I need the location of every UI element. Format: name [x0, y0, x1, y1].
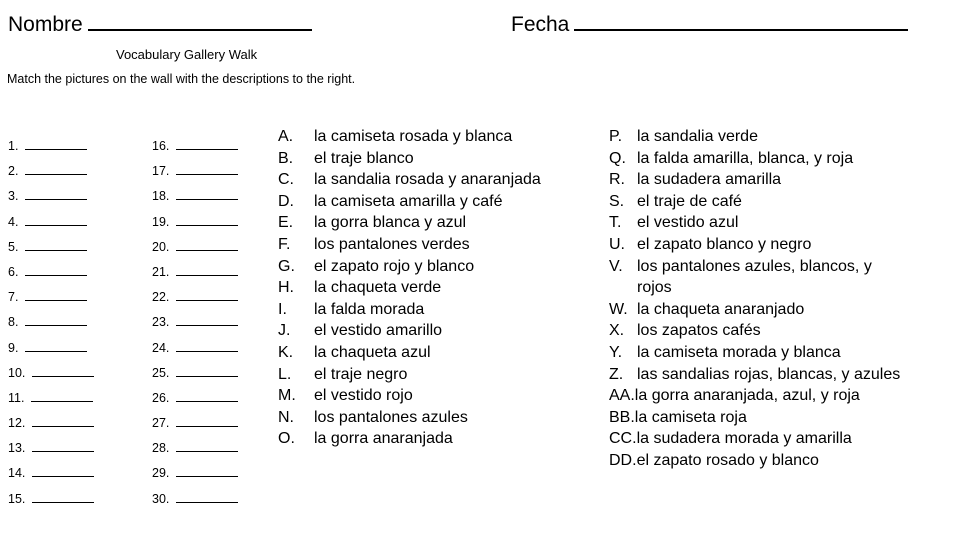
description-text: los pantalones azules — [314, 408, 468, 426]
description-text: la gorra anaranjada — [314, 430, 453, 448]
answer-number: 4. — [8, 214, 19, 229]
answer-number: 30. — [152, 491, 170, 506]
description-text: la falda morada — [314, 300, 425, 318]
answer-row — [8, 491, 94, 516]
description-text: la camiseta rosada y blanca — [314, 128, 513, 145]
answer-number: 22. — [152, 290, 170, 305]
description-item — [609, 212, 900, 234]
answer-row — [152, 163, 238, 188]
answer-blank[interactable] — [176, 163, 238, 175]
description-item — [609, 191, 900, 213]
description-text: la sandalia verde — [637, 128, 758, 145]
description-text: el traje blanco — [314, 149, 414, 167]
answer-number: 16. — [152, 139, 170, 153]
answer-number: 1. — [8, 139, 19, 153]
description-letter: Y. — [609, 343, 623, 361]
description-letter: K. — [278, 343, 294, 361]
answer-blank[interactable] — [176, 239, 238, 251]
nombre-field — [8, 9, 312, 37]
description-letter: DD. — [609, 451, 637, 469]
description-item — [278, 212, 541, 234]
description-letter: AA. — [609, 387, 635, 405]
answer-blank[interactable] — [32, 465, 94, 477]
nombre-blank[interactable] — [88, 9, 312, 31]
answer-row — [8, 340, 94, 365]
answer-blank[interactable] — [25, 138, 87, 150]
answer-row — [152, 214, 238, 239]
description-letter: C. — [278, 171, 294, 189]
answer-row — [8, 365, 94, 390]
description-item — [609, 364, 900, 386]
answer-row — [152, 239, 238, 264]
answer-row — [8, 214, 94, 239]
answer-row — [8, 188, 94, 213]
answer-number: 25. — [152, 365, 170, 380]
description-text: el vestido amarillo — [314, 322, 443, 340]
worksheet-title: Vocabulary Gallery Walk — [116, 47, 258, 62]
answer-number: 26. — [152, 390, 170, 405]
answer-blank[interactable] — [176, 440, 238, 452]
answer-blank[interactable] — [176, 264, 238, 276]
description-item — [278, 191, 541, 213]
fecha-field — [511, 9, 908, 37]
answer-row — [152, 188, 238, 213]
description-text: el zapato rosado y blanco — [636, 451, 819, 469]
description-text: la sudadera amarilla — [637, 171, 782, 189]
answer-number: 6. — [8, 264, 19, 279]
description-text: el zapato blanco y negro — [637, 235, 812, 253]
answer-blank[interactable] — [176, 365, 238, 377]
description-letter: N. — [278, 408, 294, 426]
description-letter: M. — [278, 387, 296, 405]
answer-number: 7. — [8, 290, 19, 305]
answer-row — [8, 440, 94, 465]
description-text: la chaqueta verde — [314, 279, 442, 297]
answer-number: 27. — [152, 416, 170, 431]
answer-blank[interactable] — [176, 491, 238, 503]
description-text: la gorra anaranjada, azul, y roja — [634, 387, 860, 405]
answer-blank[interactable] — [32, 365, 94, 377]
answer-row — [152, 415, 238, 440]
answer-number: 14. — [8, 466, 26, 481]
answer-number: 13. — [8, 441, 26, 456]
description-item — [609, 428, 900, 450]
description-letter: W. — [609, 300, 628, 318]
description-text: la camiseta morada y blanca — [637, 343, 841, 361]
answer-row — [8, 415, 94, 440]
answer-number: 3. — [8, 189, 19, 204]
description-letter: O. — [278, 430, 295, 448]
description-item — [278, 385, 541, 407]
description-letter: D. — [278, 192, 294, 210]
description-item — [278, 234, 541, 256]
description-text: la camiseta amarilla y café — [314, 192, 503, 210]
description-text: la sudadera morada y amarilla — [636, 430, 852, 448]
description-item — [609, 450, 900, 472]
description-letter: E. — [278, 214, 294, 232]
description-item — [609, 234, 900, 256]
answer-blank[interactable] — [176, 214, 238, 226]
answer-row — [8, 239, 94, 264]
answer-row — [152, 264, 238, 289]
answer-number: 11. — [8, 390, 25, 405]
description-letter: Q. — [609, 149, 626, 167]
description-item — [609, 385, 900, 407]
description-letter: G. — [278, 257, 295, 275]
description-text: la sandalia rosada y anaranjada — [314, 171, 541, 189]
answer-number: 23. — [152, 315, 170, 330]
description-letter: J. — [278, 322, 291, 340]
answer-blank[interactable] — [176, 188, 238, 200]
answer-blank[interactable] — [25, 239, 87, 251]
description-text: el vestido azul — [637, 214, 739, 232]
answer-blank[interactable] — [176, 390, 238, 402]
description-letter: BB. — [609, 408, 635, 426]
answer-blank[interactable] — [32, 440, 94, 452]
answer-number: 8. — [8, 315, 19, 330]
description-letter: X. — [609, 322, 625, 340]
answer-blank[interactable] — [176, 465, 238, 477]
answer-blank[interactable] — [176, 415, 238, 427]
description-text: las sandalias rojas, blancas, y azules — [637, 365, 901, 383]
description-list-2 — [609, 126, 900, 472]
answer-number: 18. — [152, 189, 170, 204]
description-item — [278, 148, 541, 170]
answer-row — [152, 390, 238, 415]
description-letter: P. — [609, 128, 623, 145]
answer-row — [152, 289, 238, 314]
description-list-1 — [278, 126, 541, 450]
description-letter: T. — [609, 214, 622, 232]
description-letter: L. — [278, 365, 292, 383]
description-item — [609, 342, 900, 364]
description-letter: R. — [609, 171, 625, 189]
description-text: el traje de café — [637, 192, 742, 210]
description-letter: CC. — [609, 430, 637, 448]
answer-blank[interactable] — [25, 163, 87, 175]
answer-row — [152, 440, 238, 465]
answer-row — [152, 340, 238, 365]
description-item — [278, 342, 541, 364]
answer-column-2 — [152, 138, 238, 516]
answer-number: 17. — [152, 164, 170, 179]
answer-number: 12. — [8, 416, 26, 431]
answer-number: 2. — [8, 164, 19, 179]
description-text: la chaqueta anaranjado — [637, 300, 805, 318]
answer-row — [8, 163, 94, 188]
description-letter: V. — [609, 257, 623, 275]
description-item — [278, 256, 541, 278]
fecha-blank[interactable] — [574, 9, 908, 31]
answer-row — [152, 491, 238, 516]
answer-number: 24. — [152, 340, 170, 355]
answer-blank[interactable] — [31, 390, 93, 402]
description-item — [278, 126, 541, 148]
answer-row — [8, 390, 94, 415]
description-item — [278, 277, 541, 299]
description-letter: S. — [609, 192, 625, 210]
description-letter: F. — [278, 235, 291, 253]
description-item — [609, 299, 900, 321]
answer-blank[interactable] — [25, 340, 87, 352]
answer-row — [152, 365, 238, 390]
answer-number: 28. — [152, 441, 170, 456]
answer-row — [8, 138, 94, 163]
description-item — [278, 299, 541, 321]
answer-row — [8, 314, 94, 339]
description-text: el traje negro — [314, 365, 408, 383]
description-item — [609, 320, 900, 342]
answer-number: 9. — [8, 340, 19, 355]
answer-row — [8, 264, 94, 289]
answer-blank[interactable] — [176, 289, 238, 301]
answer-blank[interactable] — [25, 188, 87, 200]
description-text-continued: rojos — [637, 279, 672, 297]
description-item — [609, 126, 900, 148]
description-item — [278, 169, 541, 191]
description-letter: B. — [278, 149, 294, 167]
fecha-label: Fecha — [511, 13, 570, 36]
answer-column-1 — [8, 138, 94, 516]
description-item — [609, 407, 900, 429]
description-item — [278, 364, 541, 386]
answer-blank[interactable] — [176, 314, 238, 326]
description-text: los pantalones azules, blancos, y — [637, 257, 872, 275]
description-letter: A. — [278, 128, 294, 145]
answer-blank[interactable] — [25, 264, 87, 276]
nombre-label: Nombre — [8, 13, 83, 36]
answer-blank[interactable] — [176, 138, 238, 150]
description-text: el zapato rojo y blanco — [314, 257, 475, 275]
answer-row — [152, 314, 238, 339]
answer-number: 10. — [8, 365, 26, 380]
answer-number: 20. — [152, 239, 170, 254]
answer-blank[interactable] — [176, 340, 238, 352]
answer-blank[interactable] — [25, 314, 87, 326]
description-text: la chaqueta azul — [314, 343, 431, 361]
description-text: el vestido rojo — [314, 387, 413, 405]
answer-number: 29. — [152, 466, 170, 481]
description-text: la camiseta roja — [634, 408, 747, 426]
description-letter: H. — [278, 279, 294, 297]
description-text: la gorra blanca y azul — [314, 214, 467, 232]
description-text: los pantalones verdes — [314, 235, 470, 253]
answer-blank[interactable] — [32, 491, 94, 503]
answer-row — [8, 465, 94, 490]
answer-row — [152, 138, 238, 163]
instructions: Match the pictures on the wall with the descriptions to the right. — [7, 72, 356, 86]
answer-row — [152, 465, 238, 490]
answer-number: 19. — [152, 214, 170, 229]
description-item — [609, 148, 900, 170]
answer-blank[interactable] — [25, 289, 87, 301]
answer-number: 15. — [8, 491, 26, 506]
answer-number: 5. — [8, 239, 19, 254]
answer-blank[interactable] — [32, 415, 94, 427]
description-item — [609, 256, 900, 278]
description-item — [278, 320, 541, 342]
answer-blank[interactable] — [25, 214, 87, 226]
description-letter: U. — [609, 235, 625, 253]
description-continuation — [609, 277, 900, 299]
description-text: los zapatos cafés — [637, 322, 761, 340]
description-text: la falda amarilla, blanca, y roja — [637, 149, 854, 167]
description-letter: Z. — [609, 365, 624, 383]
description-item — [278, 407, 541, 429]
description-item — [278, 428, 541, 450]
answer-number: 21. — [152, 264, 170, 279]
description-letter: I. — [278, 300, 287, 318]
answer-row — [8, 289, 94, 314]
description-item — [609, 169, 900, 191]
